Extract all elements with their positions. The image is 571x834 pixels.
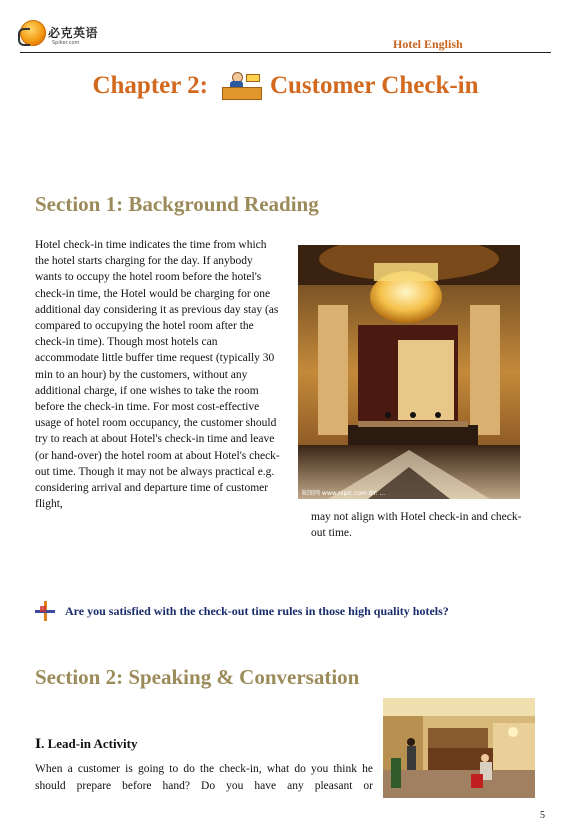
question-text: Are you satisfied with the check-out time rules in those high quality hotels? xyxy=(65,603,449,618)
reception-desk-icon xyxy=(222,72,262,100)
section1-paragraph-tail: may not align with Hotel check-in and check-out time. xyxy=(311,511,522,540)
chapter-title: Customer Check-in xyxy=(269,72,479,99)
logo-brand-en: Spiker.com xyxy=(52,40,80,46)
chapter-heading xyxy=(0,69,571,103)
logo-brand-cn: 必克英语 xyxy=(48,26,99,40)
photo-watermark: 昵图网 www.nipic.com BY: ... xyxy=(302,490,386,497)
header-divider xyxy=(20,52,551,53)
section1-title: Section 1: Background Reading xyxy=(35,192,319,216)
hotel-lobby-photo xyxy=(298,245,520,499)
running-title: Hotel English xyxy=(393,37,463,51)
section2-title: Section 2: Speaking & Conversation xyxy=(35,665,360,689)
chapter-prefix: Chapter 2: xyxy=(92,72,208,99)
lead-in-subheading: Ⅰ. Lead-in Activity xyxy=(35,736,138,751)
discussion-question xyxy=(35,601,449,621)
hotel-reception-photo xyxy=(383,698,535,798)
page-number: 5 xyxy=(540,810,545,821)
logo-headset-icon xyxy=(18,28,30,46)
site-logo xyxy=(20,20,102,54)
section1-paragraph: Hotel check-in time indicates the time from which the hotel starts charging for the day. If anybody wants to occupy the hotel room before the hotel's check-in time, the Hotel would be charging for one additional day considering it as previous day stay (as compared to occupying the hotel room after the check-in time). Though most hotels can accommodate little buffer time request (typically 30 min to an hour) by the customers, without any additional charge, if one wishes to take the room before the check-in time. For most cost-effective usage of hotel room occupancy, the customer should try to reach at about Hotel's check-in time and leave (or hand-over) the hotel room at about Hotel's check-out time. Though it may not be always practical e.g. considering arrival and departure time of customer flight, xyxy=(35,239,280,511)
sparkle-star-icon xyxy=(35,601,55,621)
lead-in-text: When a customer is going to do the check-in, what do you think he should prepare before hand? Do you have any pleasant or xyxy=(35,763,373,792)
